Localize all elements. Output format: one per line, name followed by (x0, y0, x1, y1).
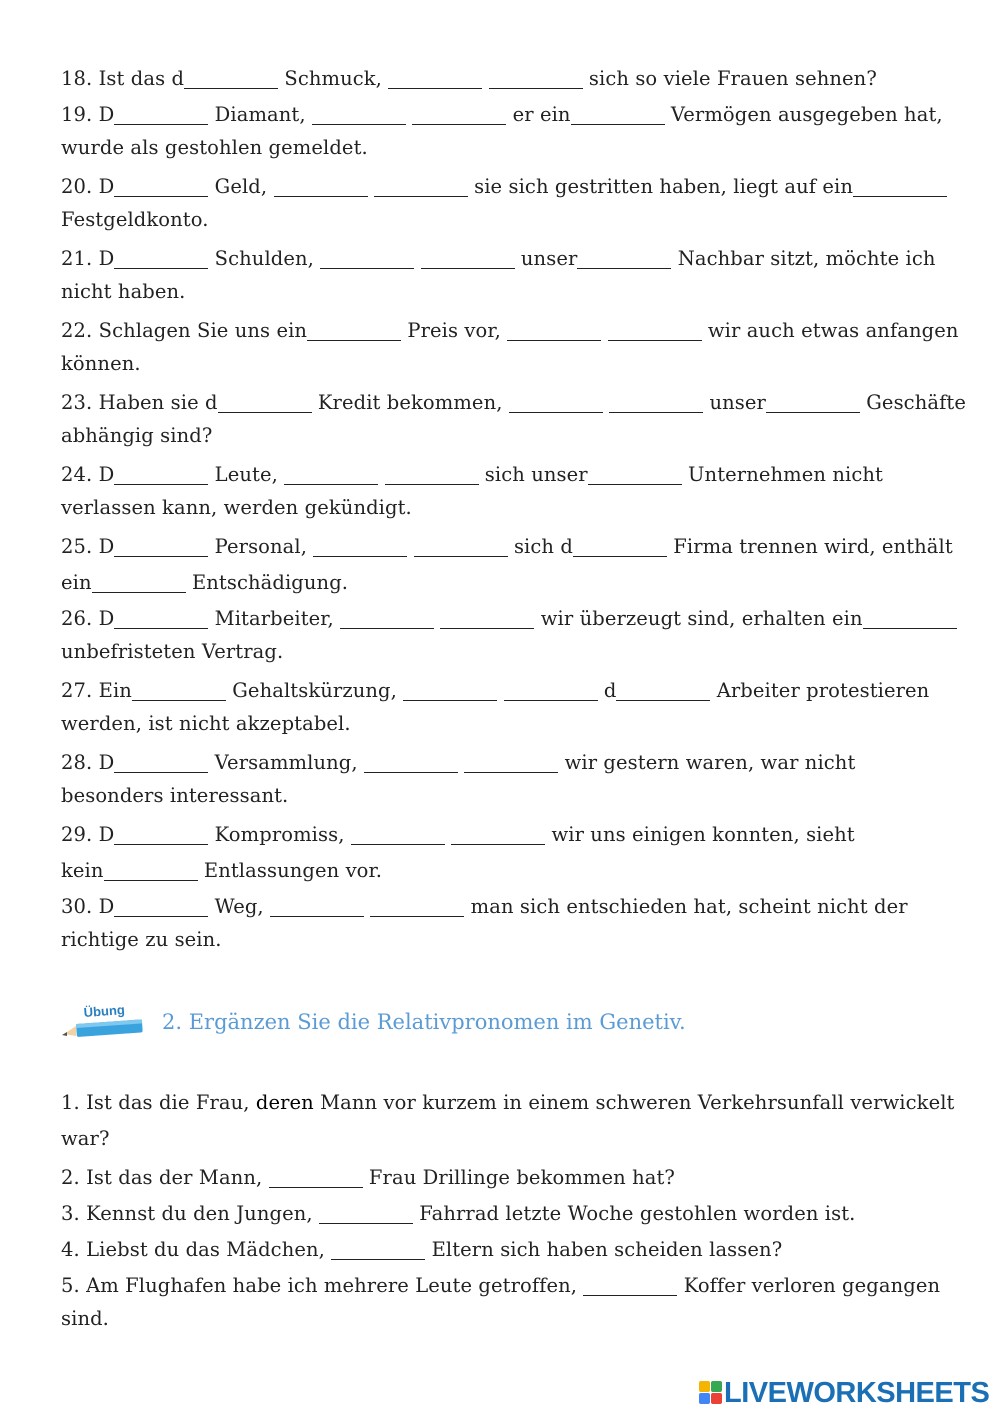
answer-blank[interactable] (571, 94, 665, 125)
answer-blank[interactable] (616, 670, 710, 701)
answer-blank[interactable] (218, 382, 312, 413)
answer-blank[interactable] (370, 886, 464, 917)
ex2-line (61, 1193, 941, 1229)
answer-blank[interactable] (451, 814, 545, 845)
answer-blank[interactable] (364, 742, 458, 773)
sentence-text: Mann vor kurzem in einem schweren Verkehrsunfall verwickelt (313, 1091, 955, 1114)
sentence-text: nicht haben. (61, 280, 186, 303)
sentence-text: 28. D (61, 751, 115, 774)
answer-blank[interactable] (114, 598, 208, 629)
sentence-text: besonders interessant. (61, 784, 289, 807)
sentence-text: 4. Liebst du das Mädchen, (61, 1238, 332, 1261)
answer-blank[interactable] (374, 166, 468, 197)
answer-blank[interactable] (274, 166, 368, 197)
liveworksheets-brand: LIVEWORKSHEETS (724, 1377, 990, 1409)
sentence-text: Arbeiter protestieren (710, 679, 930, 702)
sentence-text: Weg, (208, 895, 271, 918)
ex1-line (61, 238, 941, 274)
sentence-text: kein (61, 859, 104, 882)
ex1-line (61, 166, 941, 202)
sentence-text: man sich entschieden hat, scheint nicht der (464, 895, 908, 918)
answer-blank[interactable] (312, 94, 406, 125)
answer-blank[interactable] (114, 454, 208, 485)
sentence-text: 19. D (61, 103, 115, 126)
answer-blank[interactable] (507, 310, 601, 341)
ex2-line (61, 1085, 955, 1121)
sentence-text: abhängig sind? (61, 424, 213, 447)
sentence-text: er ein (506, 103, 571, 126)
ex1-line (61, 310, 959, 346)
exercise-1-list (61, 58, 966, 958)
answer-blank[interactable] (114, 742, 208, 773)
liveworksheets-logo (698, 1374, 998, 1408)
exercise-2-list (61, 1085, 955, 1337)
sentence-text: Leute, (208, 463, 285, 486)
ex2-line (61, 1229, 941, 1265)
sentence-text: Entschädigung. (185, 571, 349, 594)
answer-blank[interactable] (385, 454, 479, 485)
sentence-text: Koffer verloren gegangen (677, 1274, 941, 1297)
sentence-text: sich so viele Frauen sehnen? (582, 67, 877, 90)
ex1-line (61, 598, 941, 634)
ex2-line (61, 1265, 941, 1301)
ex1-line (61, 742, 941, 778)
answer-blank[interactable] (184, 58, 278, 89)
sentence-text: Gehaltskürzung, (225, 679, 404, 702)
ex1-line (61, 814, 941, 850)
answer-blank[interactable] (573, 526, 667, 557)
ex1-line (61, 418, 941, 454)
ex1-line (61, 490, 941, 526)
ex1-line (61, 454, 941, 490)
sentence-text: Kredit bekommen, (311, 391, 509, 414)
sentence-text: 5. Am Flughafen habe ich mehrere Leute getroffen, (61, 1274, 584, 1297)
sentence-text: 22. Schlagen Sie uns ein (61, 319, 308, 342)
answer-blank[interactable] (313, 526, 407, 557)
sentence-text: sich unser (478, 463, 588, 486)
sentence-text: wir gestern waren, war nicht (558, 751, 856, 774)
answer-blank[interactable] (440, 598, 534, 629)
answer-blank[interactable] (412, 94, 506, 125)
answer-blank[interactable] (388, 58, 482, 89)
answer-blank[interactable] (320, 238, 414, 269)
answer-blank[interactable] (583, 1265, 677, 1296)
sentence-text: Schulden, (208, 247, 321, 270)
answer-blank[interactable] (489, 58, 583, 89)
sentence-text: 26. D (61, 607, 115, 630)
sentence-text: Personal, (208, 535, 314, 558)
sentence-text: Festgeldkonto. (61, 208, 209, 231)
answer-blank[interactable] (464, 742, 558, 773)
sentence-text: ein (61, 571, 92, 594)
sentence-text: 21. D (61, 247, 115, 270)
answer-blank[interactable] (609, 382, 703, 413)
sentence-text: 29. D (61, 823, 115, 846)
sentence-text: 20. D (61, 175, 115, 198)
answer-blank[interactable] (114, 166, 208, 197)
answer-blank[interactable] (269, 1157, 363, 1188)
ex2-line (61, 1121, 941, 1157)
answer-blank[interactable] (853, 166, 947, 197)
ex1-line (61, 130, 941, 166)
ex1-line (61, 202, 941, 238)
uebung-badge: Übung (83, 1002, 126, 1020)
sentence-text: war? (61, 1127, 110, 1150)
sentence-text: Versammlung, (208, 751, 364, 774)
answer-blank[interactable] (319, 1193, 413, 1224)
sentence-text: richtige zu sein. (61, 928, 222, 951)
sentence-text: Mitarbeiter, (208, 607, 341, 630)
answer-blank[interactable] (504, 670, 598, 701)
sentence-text: unbefristeten Vertrag. (61, 640, 284, 663)
exercise-2-title: 2. Ergänzen Sie die Relativpronomen im Genetiv. (162, 1010, 686, 1034)
ex1-line (61, 562, 941, 598)
sentence-text: können. (61, 352, 141, 375)
answer-blank[interactable] (114, 886, 208, 917)
exercise-2-heading (62, 1002, 942, 1042)
answer-blank[interactable] (284, 454, 378, 485)
answer-blank[interactable] (307, 310, 401, 341)
ex1-line (61, 778, 941, 814)
example-answer: deren (255, 1091, 314, 1114)
ex1-line (61, 382, 966, 418)
answer-blank[interactable] (421, 238, 515, 269)
sentence-text: Entlassungen vor. (197, 859, 383, 882)
sentence-text: 24. D (61, 463, 115, 486)
answer-blank[interactable] (588, 454, 682, 485)
answer-blank[interactable] (104, 850, 198, 881)
answer-blank[interactable] (114, 94, 208, 125)
ex1-line (61, 94, 941, 130)
answer-blank[interactable] (608, 310, 702, 341)
sentence-text: sich d (507, 535, 573, 558)
answer-blank[interactable] (414, 526, 508, 557)
liveworksheets-icon (698, 1380, 724, 1406)
ex1-line (61, 526, 953, 562)
ex1-line (61, 850, 941, 886)
ex1-line (61, 922, 941, 958)
ex1-line (61, 58, 941, 94)
sentence-text: 18. Ist das d (61, 67, 185, 90)
answer-blank[interactable] (114, 814, 208, 845)
sentence-text: Firma trennen wird, enthält (666, 535, 953, 558)
answer-blank[interactable] (331, 1229, 425, 1260)
sentence-text: Kompromiss, (208, 823, 351, 846)
ex1-line (61, 670, 941, 706)
ex2-line (61, 1157, 941, 1193)
answer-blank[interactable] (766, 382, 860, 413)
answer-blank[interactable] (132, 670, 226, 701)
sentence-text: 27. Ein (61, 679, 132, 702)
answer-blank[interactable] (577, 238, 671, 269)
sentence-text: wurde als gestohlen gemeldet. (61, 136, 368, 159)
sentence-text: 3. Kennst du den Jungen, (61, 1202, 319, 1225)
sentence-text: 2. Ist das der Mann, (61, 1166, 269, 1189)
sentence-text: d (597, 679, 617, 702)
sentence-text: Eltern sich haben scheiden lassen? (425, 1238, 783, 1261)
sentence-text: Fahrrad letzte Woche gestohlen worden ist. (412, 1202, 856, 1225)
sentence-text: wir auch etwas anfangen (701, 319, 959, 342)
sentence-text: sind. (61, 1307, 109, 1330)
sentence-text: Geschäfte (859, 391, 966, 414)
sentence-text: Vermögen ausgegeben hat, (664, 103, 943, 126)
ex1-line (61, 634, 941, 670)
answer-blank[interactable] (351, 814, 445, 845)
pencil-icon (62, 1002, 144, 1042)
sentence-text: werden, ist nicht akzeptabel. (61, 712, 351, 735)
sentence-text: Unternehmen nicht (681, 463, 883, 486)
answer-blank[interactable] (270, 886, 364, 917)
sentence-text: wir uns einigen konnten, sieht (545, 823, 855, 846)
ex1-line (61, 886, 941, 922)
sentence-text: Frau Drillinge bekommen hat? (362, 1166, 675, 1189)
sentence-text: 23. Haben sie d (61, 391, 218, 414)
answer-blank[interactable] (863, 598, 957, 629)
sentence-text: sie sich gestritten haben, liegt auf ein (467, 175, 854, 198)
sentence-text: 1. Ist das die Frau, (61, 1091, 256, 1114)
answer-blank[interactable] (340, 598, 434, 629)
ex1-line (61, 706, 941, 742)
sentence-text: unser (703, 391, 766, 414)
ex1-line (61, 346, 941, 382)
sentence-text: 30. D (61, 895, 115, 918)
sentence-text: wir überzeugt sind, erhalten ein (534, 607, 863, 630)
answer-blank[interactable] (114, 238, 208, 269)
sentence-text: Geld, (208, 175, 274, 198)
answer-blank[interactable] (92, 562, 186, 593)
sentence-text: Schmuck, (278, 67, 389, 90)
answer-blank[interactable] (403, 670, 497, 701)
answer-blank[interactable] (509, 382, 603, 413)
ex2-line (61, 1301, 941, 1337)
ex1-line (61, 274, 941, 310)
answer-blank[interactable] (114, 526, 208, 557)
sentence-text: Diamant, (208, 103, 312, 126)
sentence-text: 25. D (61, 535, 115, 558)
sentence-text: Nachbar sitzt, möchte ich (671, 247, 936, 270)
sentence-text: Preis vor, (401, 319, 508, 342)
sentence-text: unser (514, 247, 578, 270)
sentence-text: verlassen kann, werden gekündigt. (61, 496, 412, 519)
